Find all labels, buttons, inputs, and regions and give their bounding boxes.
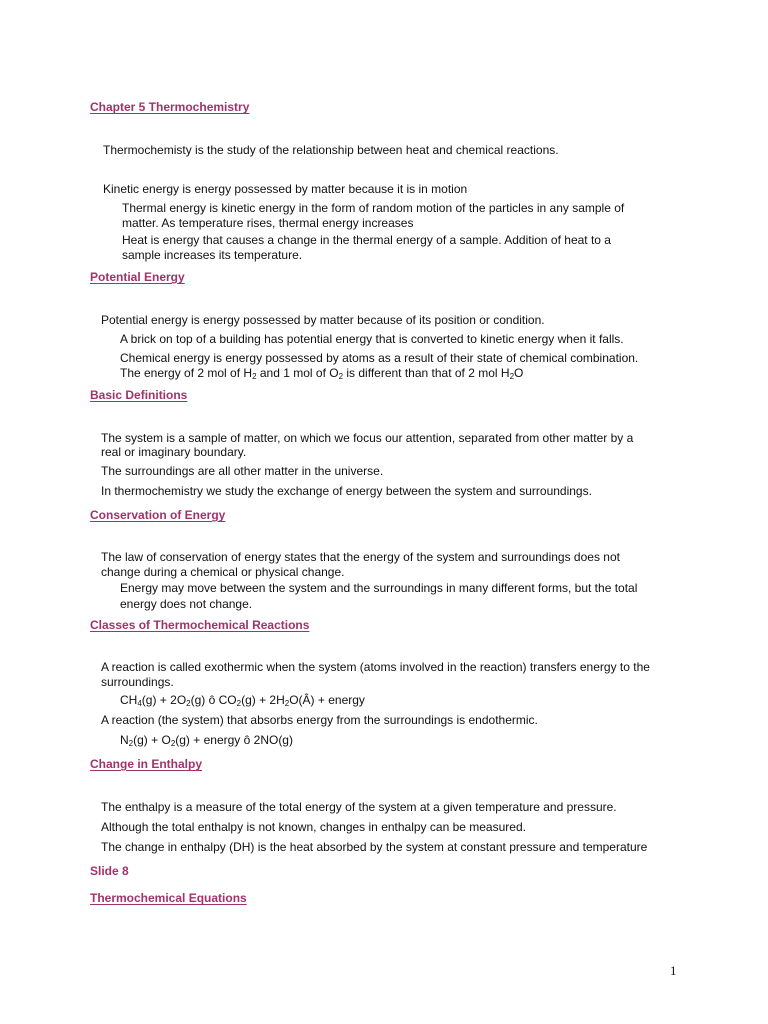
basic-paragraph-3: In thermochemistry we study the exchange of energy between the system and surroundings. — [101, 484, 592, 498]
enthalpy-paragraph-2: Although the total enthalpy is not known, changes in enthalpy can be measured. — [101, 820, 526, 834]
enthalpy-paragraph-3: The change in enthalpy (DH) is the heat absorbed by the system at constant pressure and temperature — [101, 840, 648, 854]
intro-paragraph-3-line-1: Thermal energy is kinetic energy in the form of random motion of the particles in any sample of — [122, 201, 625, 215]
enthalpy-paragraph-1: The enthalpy is a measure of the total energy of the system at a given temperature and pressure. — [101, 800, 617, 814]
potential-paragraph-3: Chemical energy is energy possessed by atoms as a result of their state of chemical combination. — [120, 351, 639, 365]
section-heading-basic-definitions: Basic Definitions — [90, 388, 188, 402]
potential-paragraph-4: The energy of 2 mol of $H_2$ and 1 mol of $O_2$ is different than that of 2 mol $H_2O$ — [120, 366, 524, 381]
conservation-paragraph-2-line-1: Energy may move between the system and the surroundings in many different forms, but the total — [120, 581, 638, 595]
chapter-title: Chapter 5 Thermochemistry — [90, 100, 250, 114]
section-heading-change-in-enthalpy: Change in Enthalpy — [90, 757, 203, 771]
intro-paragraph-1: Thermochemisty is the study of the relationship between heat and chemical reactions. — [103, 143, 559, 157]
potential-paragraph-2: A brick on top of a building has potential energy that is converted to kinetic energy when it falls. — [120, 332, 624, 346]
potential-paragraph-1: Potential energy is energy possessed by matter because of its position or condition. — [101, 313, 545, 327]
section-heading-slide-8: Slide 8 — [90, 864, 129, 878]
section-heading-classes-of-reactions: Classes of Thermochemical Reactions — [90, 618, 310, 632]
section-heading-potential-energy: Potential Energy — [90, 270, 185, 284]
intro-paragraph-3-line-2: matter. As temperature rises, thermal energy increases — [122, 216, 414, 230]
conservation-paragraph-2-line-2: energy does not change. — [120, 597, 253, 611]
endothermic-equation: $N_2(g) + O_2(g)$ + energy ô 2NO(g) — [120, 733, 293, 748]
section-heading-thermochemical-equations: Thermochemical Equations — [90, 891, 247, 905]
exothermic-equation: $CH_4(g) + 2O_2(g)$ ô $CO_2(g)$ + $2H_2O(Â)$ + energy — [120, 693, 365, 708]
basic-paragraph-1-line-1: The system is a sample of matter, on which we focus our attention, separated from other matter by a — [101, 431, 634, 445]
basic-paragraph-1-line-2: real or imaginary boundary. — [101, 445, 247, 459]
conservation-paragraph-1-line-2: change during a chemical or physical change. — [101, 565, 345, 579]
intro-paragraph-2: Kinetic energy is energy possessed by matter because it is in motion — [103, 182, 468, 196]
conservation-paragraph-1-line-1: The law of conservation of energy states that the energy of the system and surroundings does not — [101, 550, 620, 564]
section-heading-conservation-of-energy: Conservation of Energy — [90, 508, 226, 522]
intro-paragraph-4-line-2: sample increases its temperature. — [122, 248, 303, 262]
basic-paragraph-2: The surroundings are all other matter in the universe. — [101, 464, 384, 478]
page-number: 1 — [670, 963, 677, 978]
classes-paragraph-1-line-1: A reaction is called exothermic when the system (atoms involved in the reaction) transfers energy to the — [101, 660, 650, 674]
classes-paragraph-1-line-2: surroundings. — [101, 675, 174, 689]
classes-paragraph-2: A reaction (the system) that absorbs energy from the surroundings is endothermic. — [101, 713, 538, 727]
intro-paragraph-4-line-1: Heat is energy that causes a change in the thermal energy of a sample. Addition of heat to a — [122, 233, 611, 247]
